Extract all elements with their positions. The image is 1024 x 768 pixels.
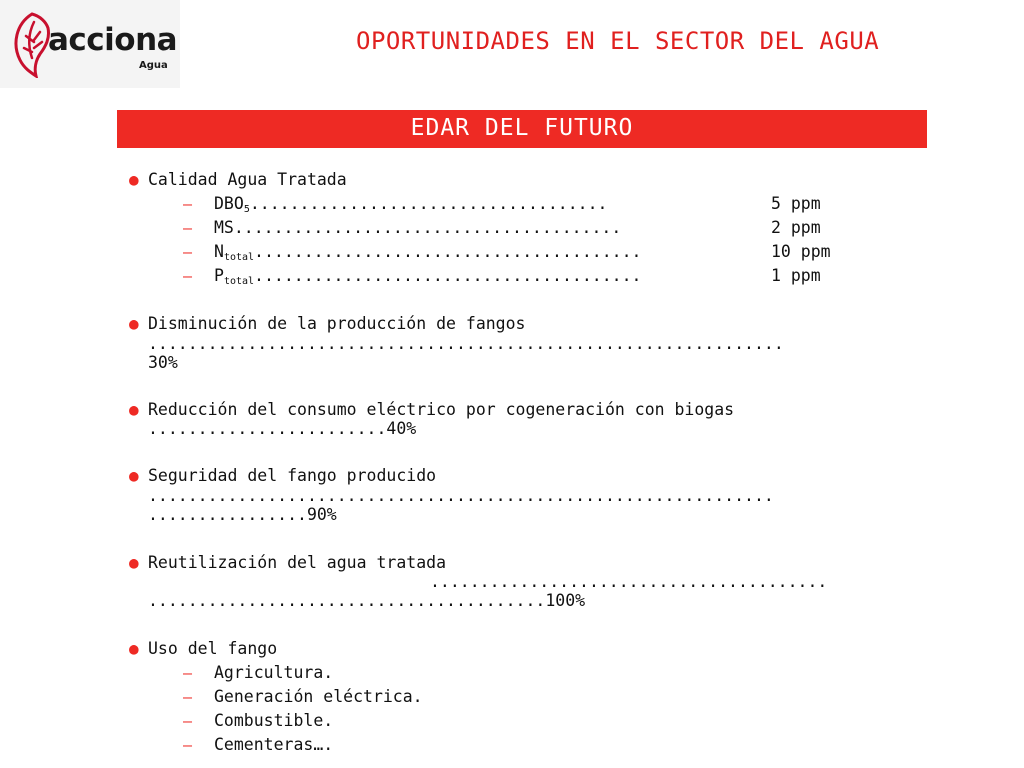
seguridad-leader: ............................................................... [148,486,774,505]
seguridad-value: ................90% [148,505,337,524]
quality-param-n [214,242,641,262]
dash-icon: – [183,664,193,682]
reutilizacion-value: ........................................100% [148,591,586,610]
quality-value: 2 ppm [771,218,821,237]
dash-icon: – [183,712,193,730]
dash-icon: – [183,243,193,261]
quality-param-ms [214,218,621,238]
bullet-dot-icon: ● [129,639,139,658]
banner-title: EDAR DEL FUTURO [410,115,634,141]
calidad-heading: Calidad Agua Tratada [148,170,347,189]
bullet-dot-icon: ● [129,314,139,333]
bullet-dot-icon: ● [129,400,139,419]
acciona-leaf-icon [10,10,52,78]
quality-param-p [214,266,641,286]
leader-dots: ....................................... [254,266,642,285]
page-title: OPORTUNIDADES EN EL SECTOR DEL AGUA [356,27,880,55]
consumo-value: ........................40% [148,419,417,438]
uso-item: Agricultura. [214,663,334,682]
quality-param-dbo [214,194,607,214]
param-subscript: 5 [243,204,250,215]
dash-icon: – [183,195,193,213]
section-banner [117,110,927,148]
leader-dots: ....................................... [233,218,622,237]
param-subscript: total [223,276,255,287]
dash-icon: – [183,688,193,706]
uso-item: Combustible. [214,711,334,730]
quality-value: 5 ppm [771,194,821,213]
dash-icon: – [183,219,193,237]
dash-icon: – [183,736,193,754]
bullet-dot-icon: ● [129,466,139,485]
fangos-leader: ................................................................ [148,334,784,353]
logo-subtitle: Agua [139,60,168,71]
uso-item: Generación eléctrica. [214,687,423,706]
leader-dots: .................................... [249,194,608,213]
logo [0,0,180,88]
fangos-value: 30% [148,353,178,372]
bullet-dot-icon: ● [129,170,139,189]
uso-item: Cementeras…. [214,735,334,754]
uso-heading: Uso del fango [148,639,278,658]
param-name: DBO [214,194,244,213]
seguridad-heading: Seguridad del fango producido [148,466,437,485]
bullet-dot-icon: ● [129,553,139,572]
quality-value: 10 ppm [771,242,831,261]
fangos-heading: Disminución de la producción de fangos [148,314,526,333]
param-name: P [214,266,224,285]
quality-value: 1 ppm [771,266,821,285]
param-name: MS [214,218,234,237]
consumo-heading: Reducción del consumo eléctrico por cogeneración con biogas [148,400,735,419]
reutilizacion-leader: ........................................ [430,572,828,591]
param-name: N [214,242,224,261]
leader-dots: ....................................... [254,242,642,261]
dash-icon: – [183,267,193,285]
logo-wordmark: acciona [48,22,178,58]
param-subscript: total [223,252,255,263]
reutilizacion-heading: Reutilización del agua tratada [148,553,447,572]
